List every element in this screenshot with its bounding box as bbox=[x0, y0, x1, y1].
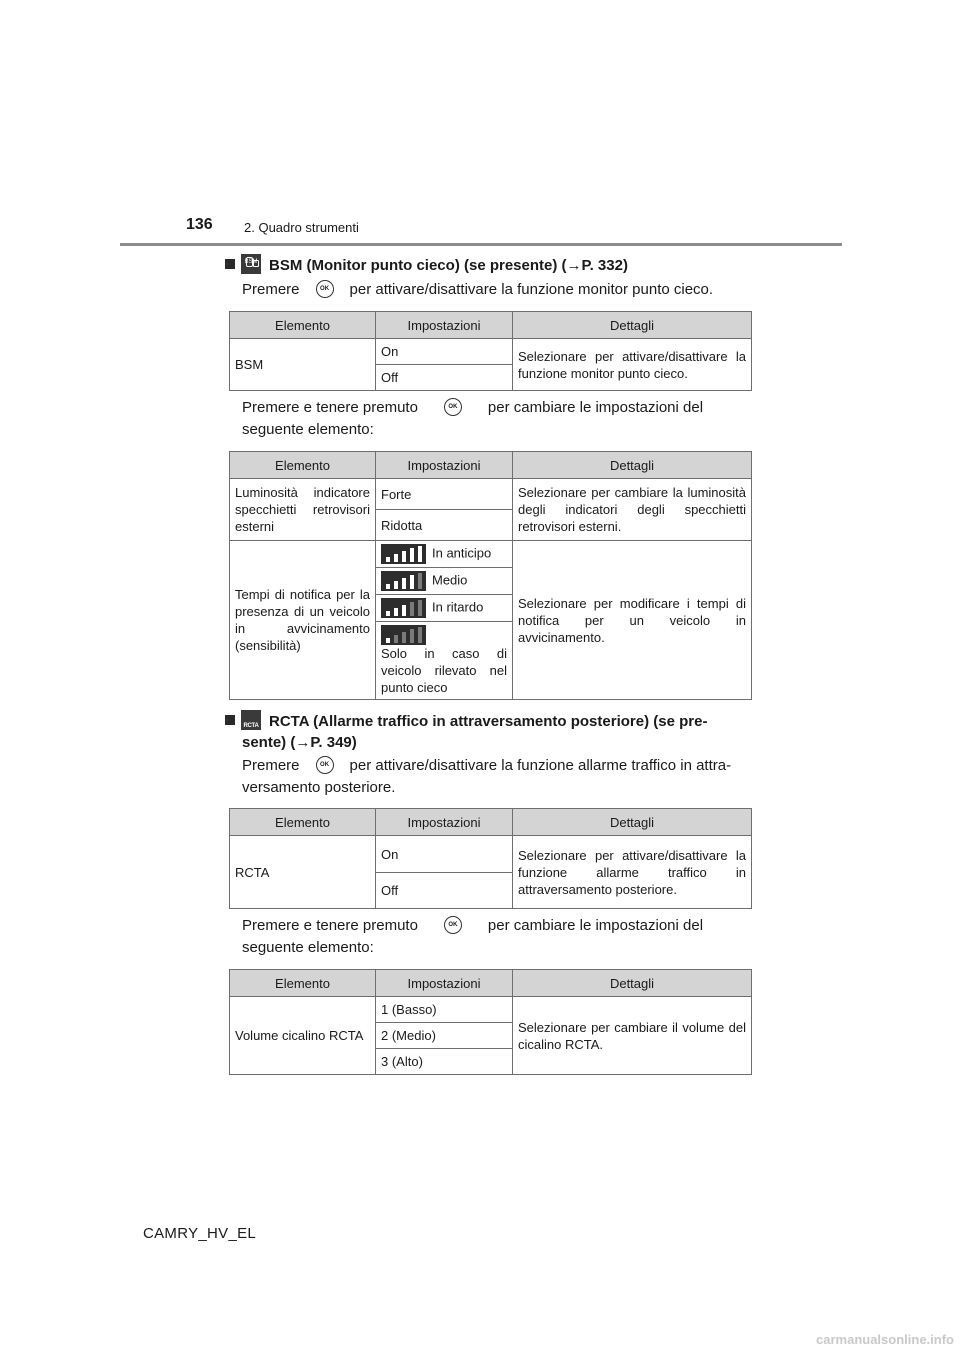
rcta-heading bbox=[225, 710, 707, 753]
table-header: Impostazioni bbox=[376, 970, 513, 997]
table-cell-setting: Off bbox=[376, 365, 513, 391]
footer-model-code: CAMRY_HV_EL bbox=[143, 1225, 257, 1242]
table-header: Elemento bbox=[230, 809, 376, 836]
table-cell-details: Selezionare per attivare/disattivare la funzione allarme traffico in attraversamento posteriore. bbox=[513, 836, 752, 909]
table-cell-setting: 2 (Medio) bbox=[376, 1023, 513, 1049]
table-cell-details: Selezionare per modificare i tempi di notifica per un veicolo in avvicinamento. bbox=[513, 541, 752, 700]
bsm-heading bbox=[225, 254, 628, 276]
sensitivity-bars-icon bbox=[381, 571, 426, 591]
header-divider bbox=[120, 243, 842, 246]
table-header: Impostazioni bbox=[376, 809, 513, 836]
table-header: Dettagli bbox=[513, 452, 752, 479]
ok-button-icon: OK bbox=[316, 756, 334, 774]
table-cell-details: Selezionare per cambiare la luminosità degli indicatori degli specchietti retrovisori esterni. bbox=[513, 479, 752, 541]
rcta-heading-cont: sente) (→P. 349) bbox=[242, 734, 357, 751]
table-header: Elemento bbox=[230, 452, 376, 479]
rcta-icon: RCTA bbox=[241, 710, 261, 730]
table-cell-setting: On bbox=[376, 836, 513, 873]
table-cell-setting: Solo in caso di veicolo rilevato nel punto cieco bbox=[376, 622, 513, 700]
table-header: Dettagli bbox=[513, 312, 752, 339]
sensitivity-bars-icon bbox=[381, 544, 426, 564]
table-header: Dettagli bbox=[513, 809, 752, 836]
sensitivity-bars-icon bbox=[381, 598, 426, 618]
bullet-square-icon bbox=[225, 715, 235, 725]
table-cell-setting: 3 (Alto) bbox=[376, 1049, 513, 1075]
table-cell-details: Selezionare per attivare/disattivare la funzione monitor punto cieco. bbox=[513, 339, 752, 391]
bsm-table bbox=[229, 311, 752, 391]
sensitivity-bars-icon bbox=[381, 625, 426, 645]
watermark: carmanualsonline.info bbox=[816, 1332, 954, 1347]
table-cell-setting: In ritardo bbox=[376, 595, 513, 622]
table-cell-setting: Forte bbox=[376, 479, 513, 510]
table-cell-item: Volume cicalino RCTA bbox=[230, 997, 376, 1075]
table-cell-setting: On bbox=[376, 339, 513, 365]
table-cell-item: Tempi di notifica per la presenza di un veicolo in avvicinamento (sensibilità) bbox=[230, 541, 376, 700]
rcta-table bbox=[229, 808, 752, 909]
table-header: Impostazioni bbox=[376, 452, 513, 479]
table-cell-item: BSM bbox=[230, 339, 376, 391]
bsm-hold-instruction: Premere e tenere premuto OK per cambiare le impostazioni del seguente elemento: bbox=[242, 399, 704, 438]
table-header: Impostazioni bbox=[376, 312, 513, 339]
table-header: Dettagli bbox=[513, 970, 752, 997]
rcta-press-instruction: Premere OK per attivare/disattivare la funzione allarme traffico in attra- versamento posteriore. bbox=[242, 757, 732, 796]
page-number: 136 bbox=[186, 216, 213, 233]
chapter-title: 2. Quadro strumenti bbox=[244, 220, 359, 235]
table-cell-setting: 1 (Basso) bbox=[376, 997, 513, 1023]
table-header: Elemento bbox=[230, 970, 376, 997]
bsm-press-instruction: Premere OK per attivare/disattivare la funzione monitor punto cieco. bbox=[242, 281, 714, 298]
table-cell-details: Selezionare per cambiare il volume del cicalino RCTA. bbox=[513, 997, 752, 1075]
bsm-icon: BSM bbox=[241, 254, 261, 274]
ok-button-icon: OK bbox=[316, 280, 334, 298]
bsm-settings-table bbox=[229, 451, 752, 700]
table-header: Elemento bbox=[230, 312, 376, 339]
table-cell-setting: In anticipo bbox=[376, 541, 513, 568]
ok-button-icon: OK bbox=[444, 916, 462, 934]
table-cell-item: RCTA bbox=[230, 836, 376, 909]
table-cell-setting: Medio bbox=[376, 568, 513, 595]
table-cell-setting: Off bbox=[376, 873, 513, 909]
rcta-settings-table bbox=[229, 969, 752, 1075]
rcta-hold-instruction: Premere e tenere premuto OK per cambiare le impostazioni del seguente elemento: bbox=[242, 917, 704, 956]
bullet-square-icon bbox=[225, 259, 235, 269]
bsm-heading-text: BSM (Monitor punto cieco) (se presente) (→P. 332) bbox=[269, 257, 628, 274]
table-cell-item: Luminosità indicatore specchietti retrovisori esterni bbox=[230, 479, 376, 541]
rcta-heading-text: RCTA (Allarme traffico in attraversamento posteriore) (se pre- bbox=[269, 713, 708, 730]
ok-button-icon: OK bbox=[444, 398, 462, 416]
table-cell-setting: Ridotta bbox=[376, 510, 513, 541]
